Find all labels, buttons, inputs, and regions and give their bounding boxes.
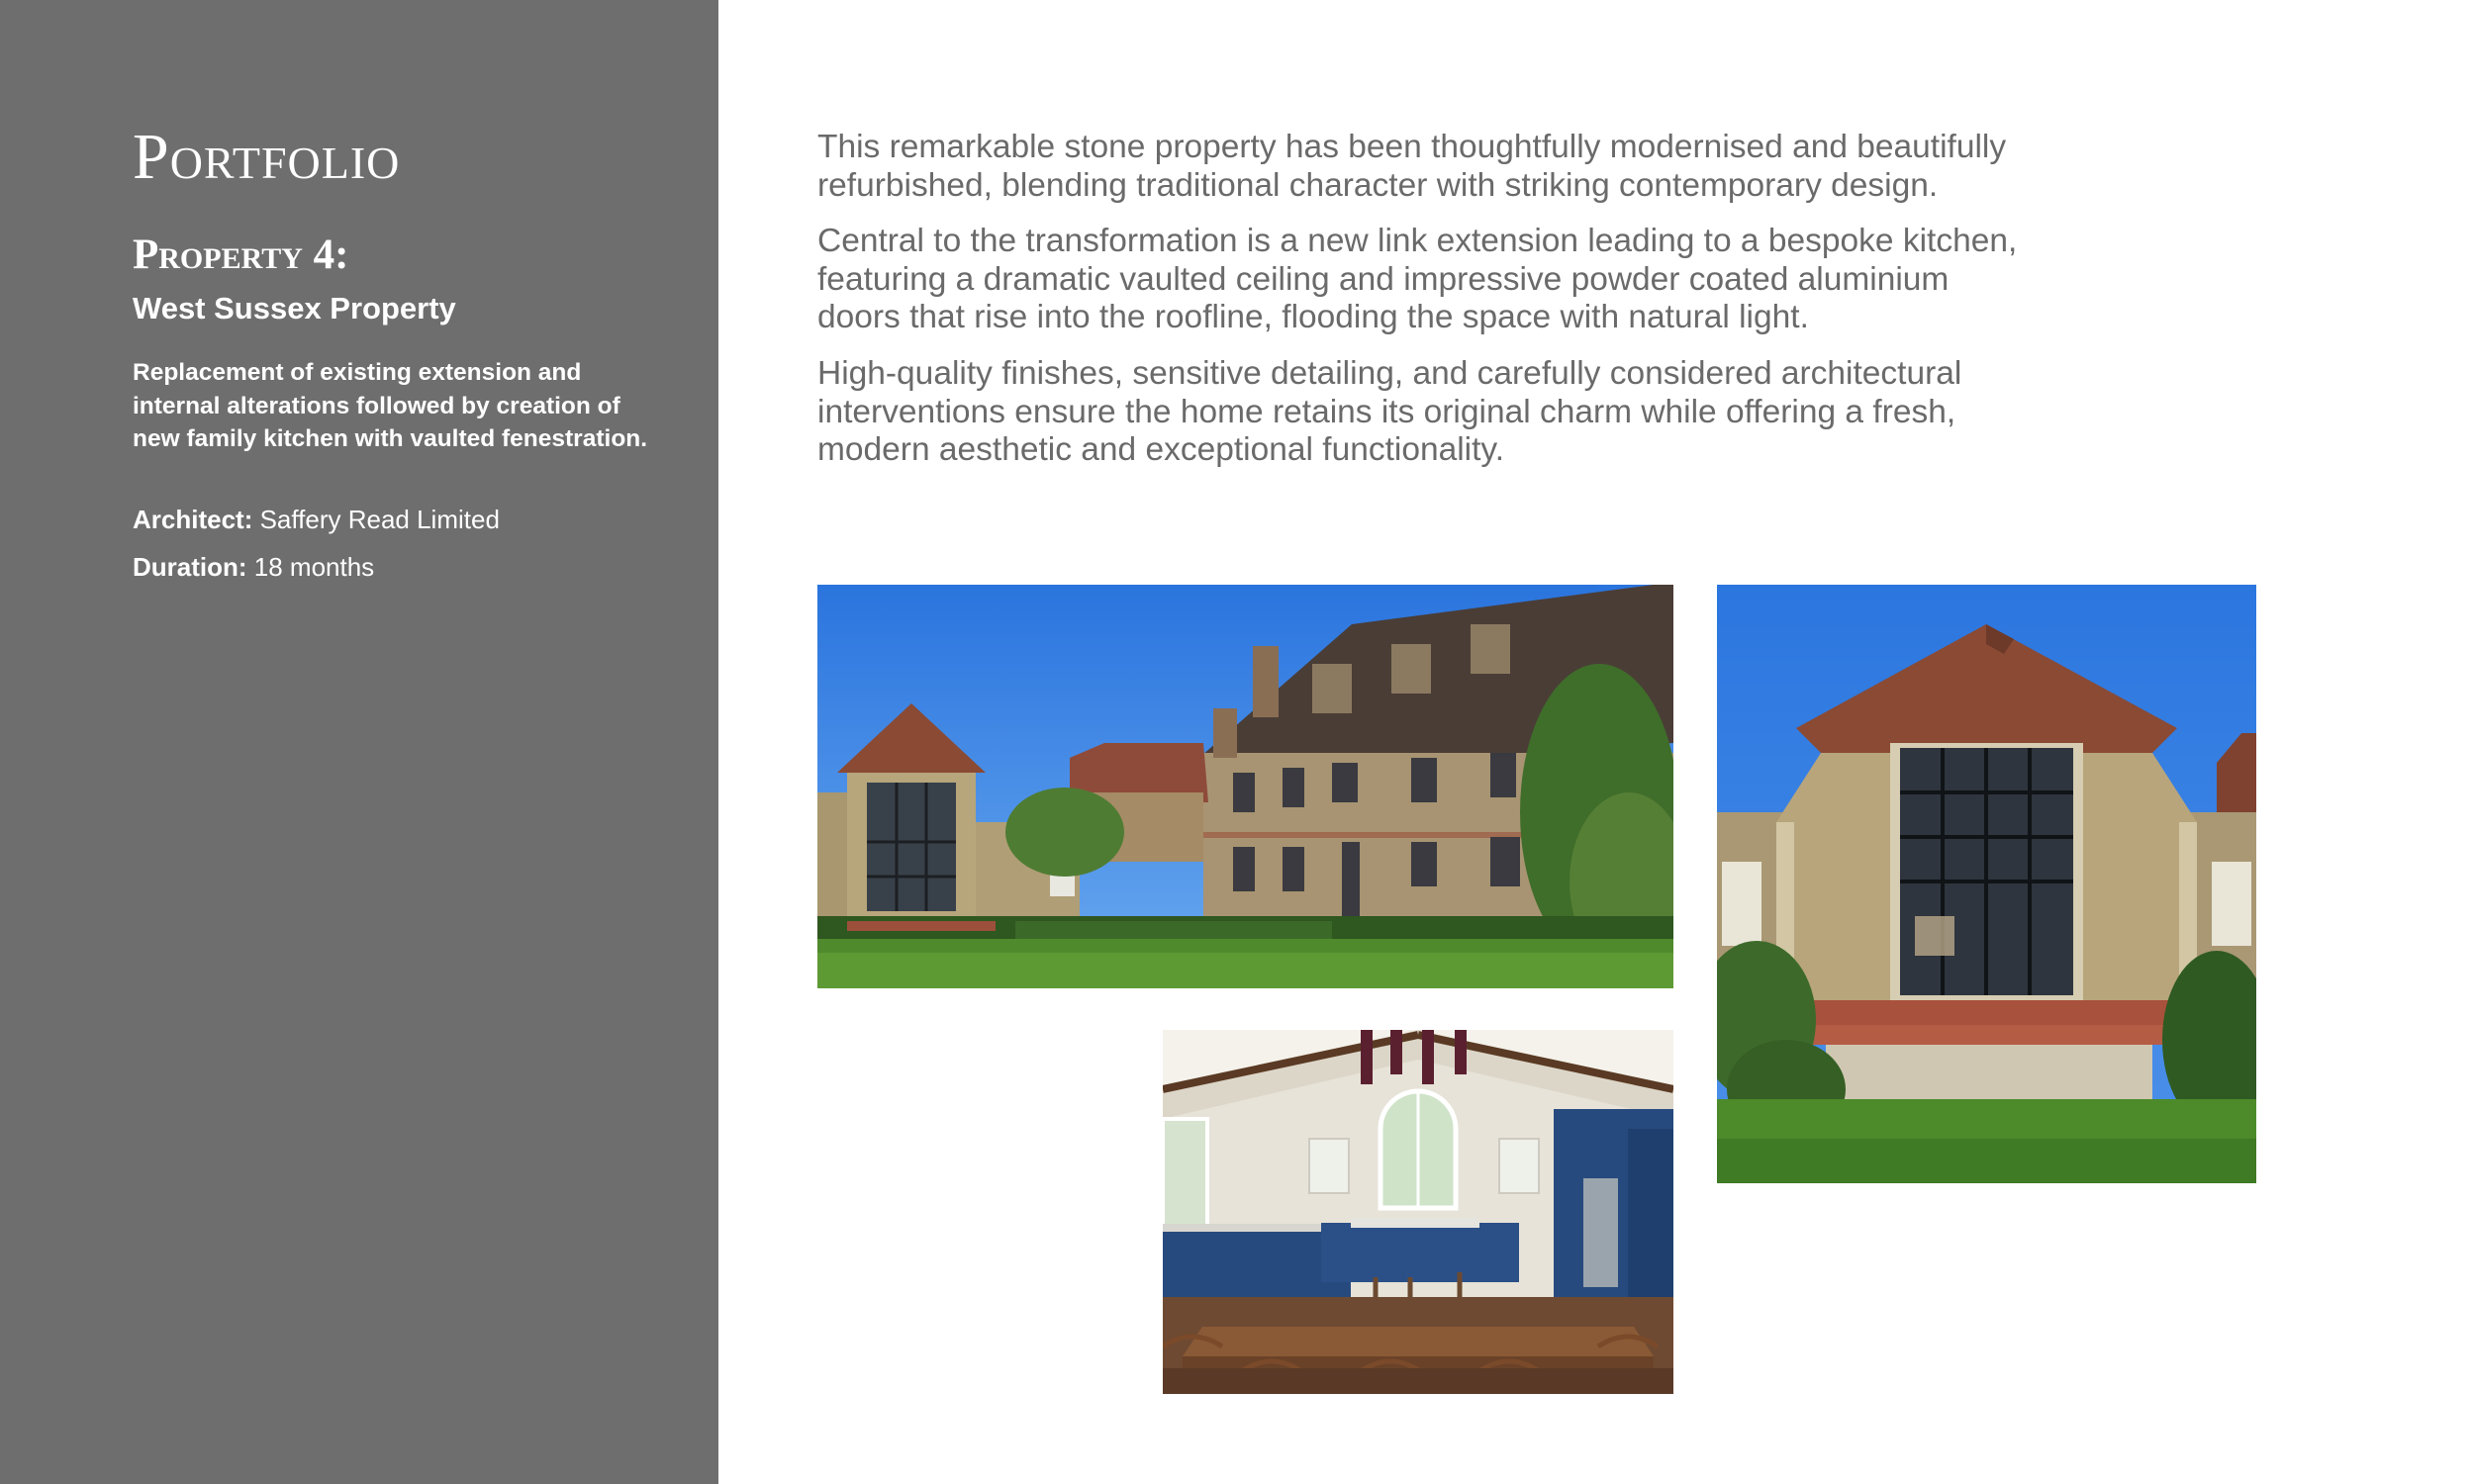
- kitchen-photo: [1163, 1030, 1673, 1394]
- portfolio-heading: Portfolio: [133, 121, 401, 193]
- description-paragraph-3: High-quality finishes, sensitive detailing, and carefully considered architectural interventions ensure the home retains its original charm while offering a fresh, modern aesthetic and exceptional functionality.: [817, 354, 1962, 469]
- kitchen-illustration: [1163, 1030, 1673, 1394]
- duration-label: Duration:: [133, 552, 247, 582]
- architect-value: Saffery Read Limited: [252, 505, 500, 534]
- architect-line: [133, 505, 500, 535]
- exterior-gable-photo: [1717, 585, 2256, 1183]
- exterior-wide-photo: [817, 585, 1673, 988]
- duration-line: [133, 552, 374, 583]
- property-name: West Sussex Property: [133, 291, 456, 325]
- property-description: Replacement of existing extension and internal alterations followed by creation of new family kitchen with vaulted fenestration.: [133, 359, 648, 452]
- exterior-wide-illustration: [817, 585, 1673, 988]
- description-paragraph-1: This remarkable stone property has been thoughtfully modernised and beautifully refurbished, blending traditional character with striking contemporary design.: [817, 129, 2007, 204]
- description-paragraph-2: Central to the transformation is a new link extension leading to a bespoke kitchen, featuring a dramatic vaulted ceiling and impressive powder coated aluminium doors that rise into the roofline, flooding the space with natural light.: [817, 223, 2018, 336]
- architect-label: Architect:: [133, 505, 253, 534]
- project-description: [817, 129, 2025, 488]
- duration-value: 18 months: [246, 552, 375, 582]
- sidebar-panel: [0, 0, 718, 1484]
- exterior-gable-illustration: [1717, 585, 2256, 1183]
- property-number: Property 4:: [133, 232, 349, 278]
